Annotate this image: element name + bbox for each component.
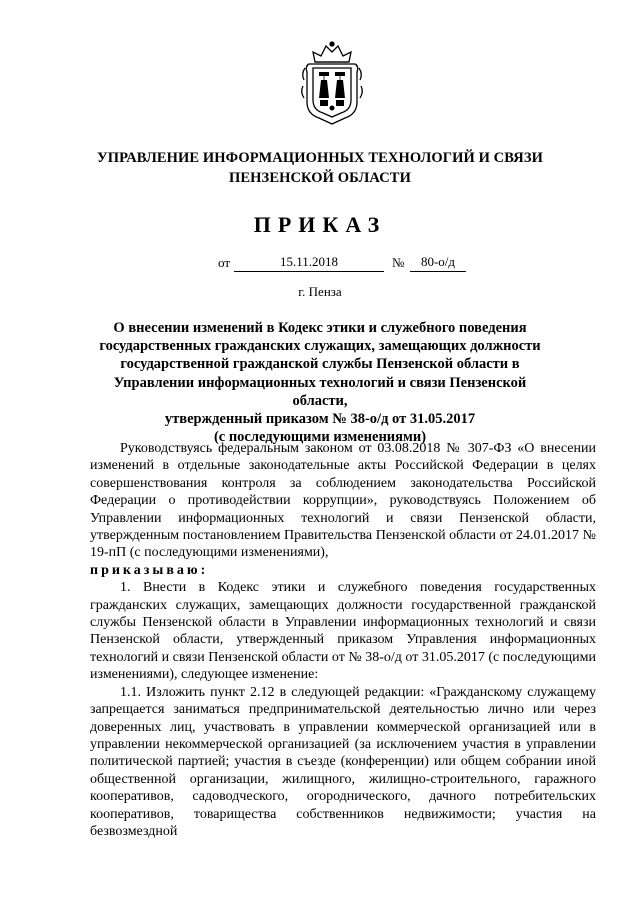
subject-line: государственной гражданской службы Пензенской области в xyxy=(120,356,520,373)
subject-line: утвержденный приказом № 38-о/д от 31.05.2017 xyxy=(164,411,476,428)
organization-name xyxy=(60,148,580,188)
item-1-1-paragraph: 1.1. Изложить пункт 2.12 в следующей редакции: «Гражданскому служащему запрещается заниматься предпринимательской деятельностью лично или через доверенных лиц, участвовать в управлении коммерческой организацией или в управлении некоммерческой организацией (за исключением участия в управлении политической партией; участия в съезде (конференции) или общем собрании иной общественной организации, жилищного, жилищно-строительного, гаражного кооперативов, садоводческого, огороднического, дачного потребительских кооперативов, товарищества собственников недвижимости; участия на безвозмездной xyxy=(90,684,596,839)
document-body xyxy=(90,440,596,840)
coat-of-arms-icon xyxy=(299,40,365,126)
item-1-paragraph: 1. Внести в Кодекс этики и служебного поведения государственных гражданских служащих, замещающих должности государственной гражданской службы Пензенской области в Управлении информационных технологий и связи Пензенской области, утвержденный приказом Управления информационных технологий и связи Пензенской области от № 38-о/д от 31.05.2017 (с последующими изменениями), следующее изменение: xyxy=(90,580,596,683)
date-label: от xyxy=(218,255,231,270)
order-meta xyxy=(0,252,640,274)
subject-line: (с последующими изменениями) xyxy=(213,429,427,446)
org-line-1: УПРАВЛЕНИЕ ИНФОРМАЦИОННЫХ ТЕХНОЛОГИЙ И СВЯЗИ xyxy=(96,150,544,166)
subject-line: О внесении изменений в Кодекс этики и служебного поведения xyxy=(113,320,527,336)
number-label: № xyxy=(392,255,405,270)
city: г. Пенза xyxy=(298,284,342,299)
number-value: 80-о/д xyxy=(410,252,466,272)
document-type: ПРИКАЗ xyxy=(253,212,387,237)
subject-line: государственных гражданских служащих, замещающих должности xyxy=(99,338,541,355)
subject-line: Управлении информационных технологий и связи Пензенской области, xyxy=(113,374,527,409)
preamble-paragraph: Руководствуясь федеральным законом от 03.08.2018 № 307-ФЗ «О внесении изменений в отдельные законодательные акты Российской Федерации в целях совершенствования контроля за соблюдением законодательства Российской Федерации о противодействии коррупции», руководствуясь Положением об Управлении информационных технологий и связи Пензенской области, утвержденным постановлением Правительства Пензенской области от 24.01.2017 № 19-пП (с последующими изменениями), xyxy=(90,441,596,561)
document-subject xyxy=(92,319,548,446)
date-value: 15.11.2018 xyxy=(234,252,384,272)
org-line-2: ПЕНЗЕНСКОЙ ОБЛАСТИ xyxy=(229,170,411,186)
order-word: приказываю: xyxy=(90,562,209,578)
